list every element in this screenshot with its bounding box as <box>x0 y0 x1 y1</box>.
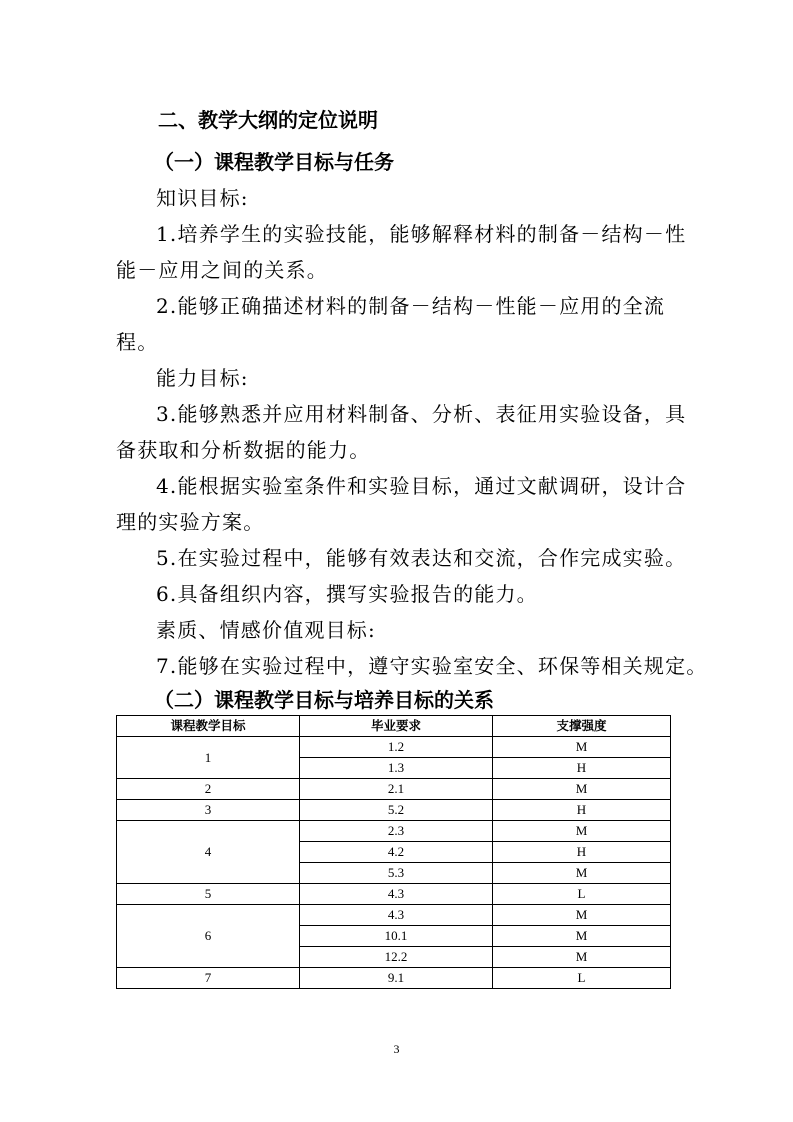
goal-cell: 3 <box>117 800 300 821</box>
goal-cell: 1 <box>117 737 300 779</box>
part1-title: （一）课程教学目标与任务 <box>154 150 394 174</box>
strength-cell: M <box>493 737 671 758</box>
goal-1-line-2: 能－应用之间的关系。 <box>116 258 328 282</box>
strength-cell: M <box>493 905 671 926</box>
table-row <box>117 884 671 905</box>
goal-cell: 7 <box>117 968 300 989</box>
requirement-cell: 10.1 <box>300 926 493 947</box>
goal-3-line-2: 备获取和分析数据的能力。 <box>116 438 371 462</box>
requirement-cell: 9.1 <box>300 968 493 989</box>
goal-1-line-1: 1.培养学生的实验技能，能够解释材料的制备－结构－性 <box>156 222 687 246</box>
goal-2-line-2: 程。 <box>116 330 159 354</box>
strength-cell: M <box>493 821 671 842</box>
strength-cell: M <box>493 779 671 800</box>
goal-2-line-1: 2.能够正确描述材料的制备－结构－性能－应用的全流 <box>156 294 666 318</box>
strength-cell: M <box>493 926 671 947</box>
table-row <box>117 968 671 989</box>
section-title: 二、教学大纲的定位说明 <box>158 108 378 132</box>
part2-title: （二）课程教学目标与培养目标的关系 <box>154 688 494 712</box>
requirement-cell: 4.3 <box>300 884 493 905</box>
requirement-cell: 12.2 <box>300 947 493 968</box>
goal-4-line-2: 理的实验方案。 <box>116 510 265 534</box>
goal-cell: 2 <box>117 779 300 800</box>
requirement-cell: 4.2 <box>300 842 493 863</box>
table-header-row <box>117 716 671 737</box>
strength-cell: M <box>493 863 671 884</box>
goals-relationship-table <box>116 715 671 989</box>
strength-cell: H <box>493 758 671 779</box>
goal-3-line-1: 3.能够熟悉并应用材料制备、分析、表征用实验设备，具 <box>156 402 687 426</box>
strength-cell: L <box>493 968 671 989</box>
ability-goals-label: 能力目标: <box>156 366 249 390</box>
requirement-cell: 2.3 <box>300 821 493 842</box>
requirement-cell: 5.2 <box>300 800 493 821</box>
table-row <box>117 905 671 926</box>
page-number: 3 <box>393 1042 400 1056</box>
strength-cell: L <box>493 884 671 905</box>
goal-6: 6.具备组织内容，撰写实验报告的能力。 <box>156 582 538 606</box>
goal-cell: 4 <box>117 821 300 884</box>
strength-cell: H <box>493 800 671 821</box>
strength-cell: M <box>493 947 671 968</box>
requirement-cell: 2.1 <box>300 779 493 800</box>
header-support-strength: 支撑强度 <box>493 716 671 737</box>
goal-cell: 6 <box>117 905 300 968</box>
knowledge-goals-label: 知识目标: <box>156 186 249 210</box>
quality-goals-label: 素质、情感价值观目标: <box>156 618 376 642</box>
table-row <box>117 800 671 821</box>
goal-4-line-1: 4.能根据实验室条件和实验目标，通过文献调研，设计合 <box>156 474 687 498</box>
requirement-cell: 1.2 <box>300 737 493 758</box>
requirement-cell: 4.3 <box>300 905 493 926</box>
requirement-cell: 5.3 <box>300 863 493 884</box>
requirement-cell: 1.3 <box>300 758 493 779</box>
strength-cell: H <box>493 842 671 863</box>
table-row <box>117 821 671 842</box>
table-row <box>117 779 671 800</box>
table-row <box>117 737 671 758</box>
header-course-goal: 课程教学目标 <box>117 716 300 737</box>
goal-cell: 5 <box>117 884 300 905</box>
goal-5: 5.在实验过程中，能够有效表达和交流，合作完成实验。 <box>156 546 687 570</box>
goal-7: 7.能够在实验过程中，遵守实验室安全、环保等相关规定。 <box>156 654 708 678</box>
header-graduation-requirement: 毕业要求 <box>300 716 493 737</box>
